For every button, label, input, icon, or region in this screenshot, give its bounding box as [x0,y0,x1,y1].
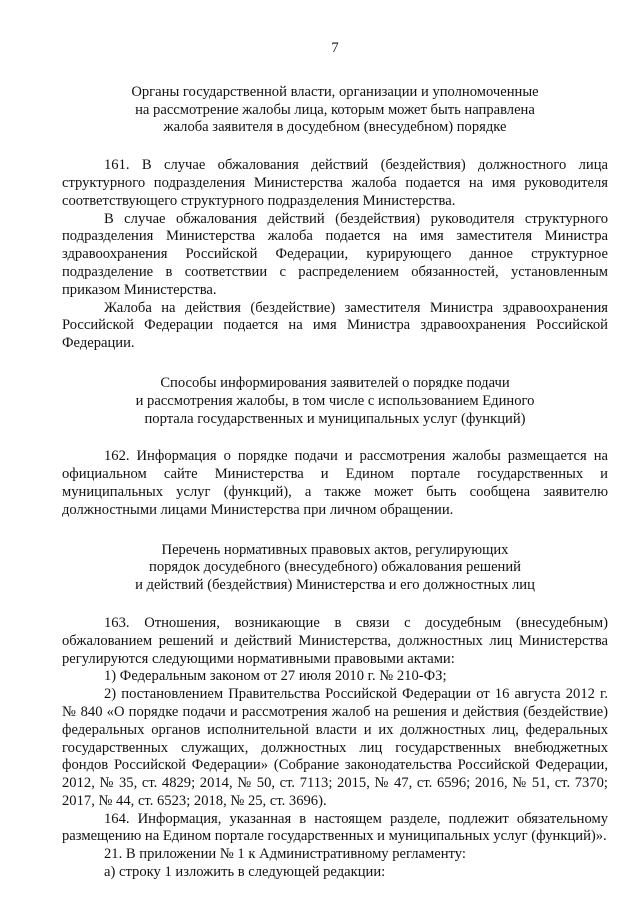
heading-line: Способы информирования заявителей о порядке подачи [160,374,510,391]
section-body [62,615,608,882]
sub-item-a: а) строку 1 изложить в следующей редакции: [104,864,386,881]
paragraph-162: 162. Информация о порядке подачи и рассмотрения жалобы размещается на официальном сайте Министерства и Едином портале государственных и муниципальных услуг (функций), а также может быть сообщена заявителю должностными лицами Министерства при личном обращении. [62,448,608,518]
heading-line: портала государственных и муниципальных услуг (функций) [144,410,526,427]
paragraph-164: 164. Информация, указанная в настоящем разделе, подлежит обязательному размещению на Едином портале государственных и муниципальных услуг (функций)». [62,810,608,845]
heading-line: порядок досудебного (внесудебного) обжалования решений [149,559,521,576]
heading-line: и действий (бездействия) Министерства и его должностных лиц [135,577,535,594]
section-heading-informing-methods [62,375,608,428]
paragraph: В случае обжалования действий (бездействия) руководителя структурного подразделения Министерства жалоба подается на имя заместителя Министра здравоохранения Российской Федерации, курирующего данное структурное подразделение в соответствии с распределением обязанностей, установленным приказом Министерства. [62,210,608,298]
section-body [62,157,608,353]
paragraph: Жалоба на действия (бездействие) заместителя Министра здравоохранения Российской Федерации подается на имя Министра здравоохранения Российской Федерации. [62,299,608,352]
section-heading-regulatory-acts [62,542,608,595]
paragraph-161: 161. В случае обжалования действий (бездействия) должностного лица структурного подразделения Министерства жалоба подается на имя руководителя соответствующего структурного подразделения Министерства. [62,157,608,209]
heading-line: и рассмотрения жалобы, в том числе с использованием Единого [135,392,535,409]
heading-line: жалоба заявителя в досудебном (внесудебном) порядке [163,119,507,136]
paragraph-21: 21. В приложении № 1 к Административному регламенту: [104,846,466,863]
page-number: 7 [331,40,339,56]
paragraph-163: 163. Отношения, возникающие в связи с досудебным (внесудебным) обжалованием решений и действий Министерства, должностных лиц Министерства регулируются следующими нормативными правовыми актами: [62,614,608,667]
list-item-1: 1) Федеральным законом от 27 июля 2010 г. № 210-ФЗ; [104,668,447,685]
section-body [62,448,608,519]
list-item-2: 2) постановлением Правительства Российской Федерации от 16 августа 2012 г. № 840 «О порядке подачи и рассмотрения жалоб на решения и действия (бездействие) федеральных органов исполнительной власти и их должностных лиц, федеральных государственных служащих, должностных лиц государственных внебюджетных фондов Российской Федерации» (Собрание законодательства Российской Федерации, 2012, № 35, ст. 4829; 2014, № 50, ст. 7113; 2015, № 47, ст. 6596; 2016, № 51, ст. 7370; 2017, № 44, ст. 6523; 2018, № 25, ст. 3696). [62,686,608,809]
heading-line: Органы государственной власти, организации и уполномоченные [131,83,539,100]
heading-line: на рассмотрение жалобы лица, которым может быть направлена [135,101,535,118]
section-heading-complaint-recipients [62,84,608,137]
heading-line: Перечень нормативных правовых актов, регулирующих [161,541,509,558]
